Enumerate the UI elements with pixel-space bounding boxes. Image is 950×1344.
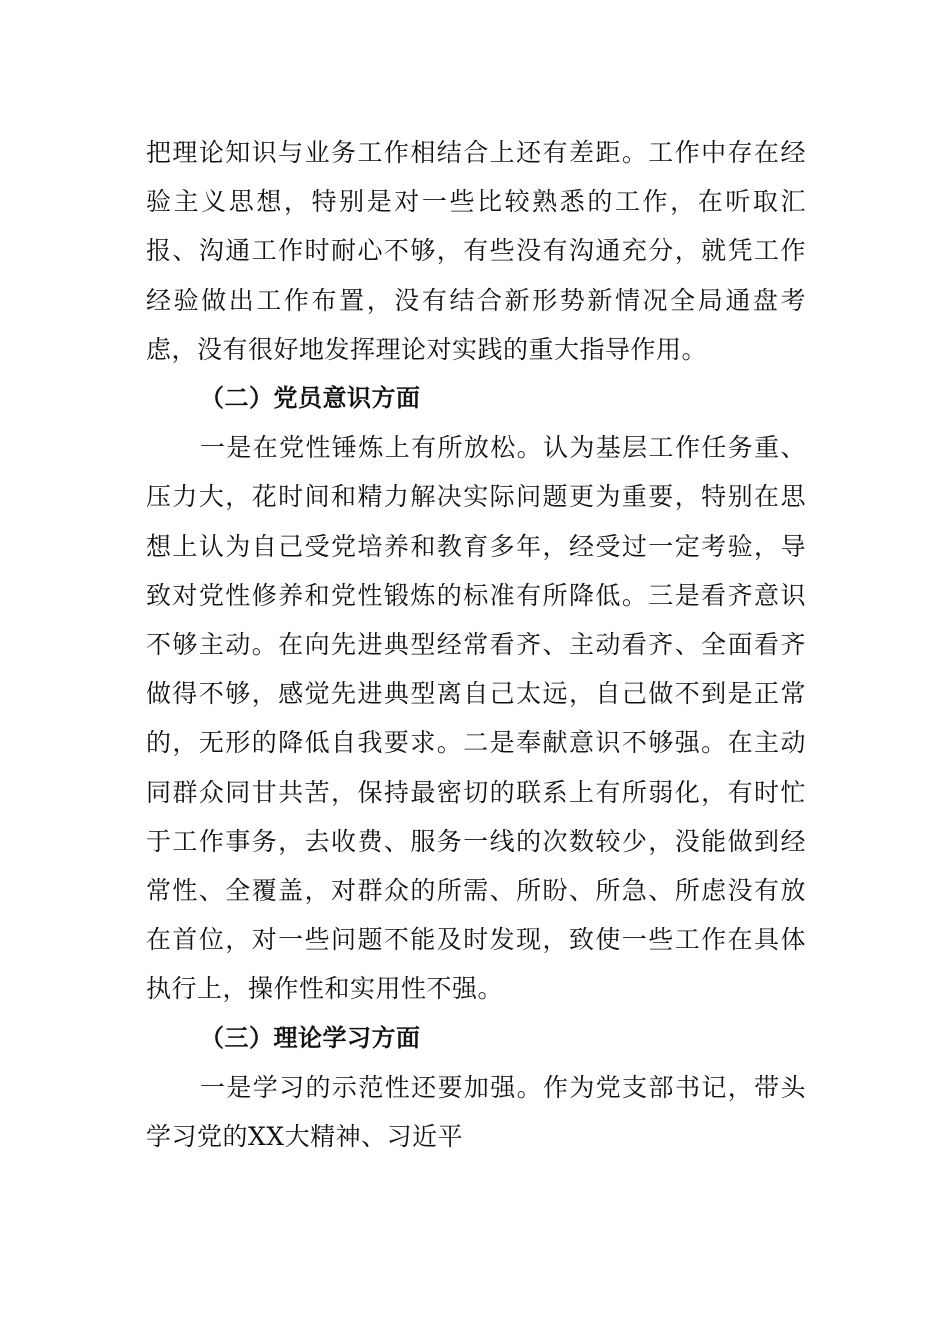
section-heading-party-awareness: （二）党员意识方面 bbox=[200, 384, 421, 413]
document-body bbox=[146, 128, 806, 1161]
section-heading-theory-study: （三）理论学习方面 bbox=[200, 1023, 421, 1052]
paragraph-continuation: 把理论知识与业务工作相结合上还有差距。工作中存在经验主义思想，特别是对一些比较熟悉的工作，在听取汇报、沟通工作时耐心不够，有些没有沟通充分，就凭工作经验做出工作布置，没有结合新形势新情况全局通盘考虑，没有很好地发挥理论对实践的重大指导作用。 bbox=[146, 138, 806, 364]
paragraph-theory-study: 一是学习的示范性还要加强。作为党支部书记，带头学习党的XX大精神、习近平 bbox=[146, 1072, 806, 1152]
paragraph-party-awareness: 一是在党性锤炼上有所放松。认为基层工作任务重、压力大，花时间和精力解决实际问题更为重要，特别在思想上认为自己受党培养和教育多年，经受过一定考验，导致对党性修养和党性锻炼的标准有所降低。三是看齐意识不够主动。在向先进典型经常看齐、主动看齐、全面看齐做得不够，感觉先进典型离自己太远，自己做不到是正常的，无形的降低自我要求。二是奉献意识不够强。在主动同群众同甘共苦，保持最密切的联系上有所弱化，有时忙于工作事务，去收费、服务一线的次数较少，没能做到经常性、全覆盖，对群众的所需、所盼、所急、所虑没有放在首位，对一些问题不能及时发现，致使一些工作在具体执行上，操作性和实用性不强。 bbox=[146, 433, 806, 1004]
